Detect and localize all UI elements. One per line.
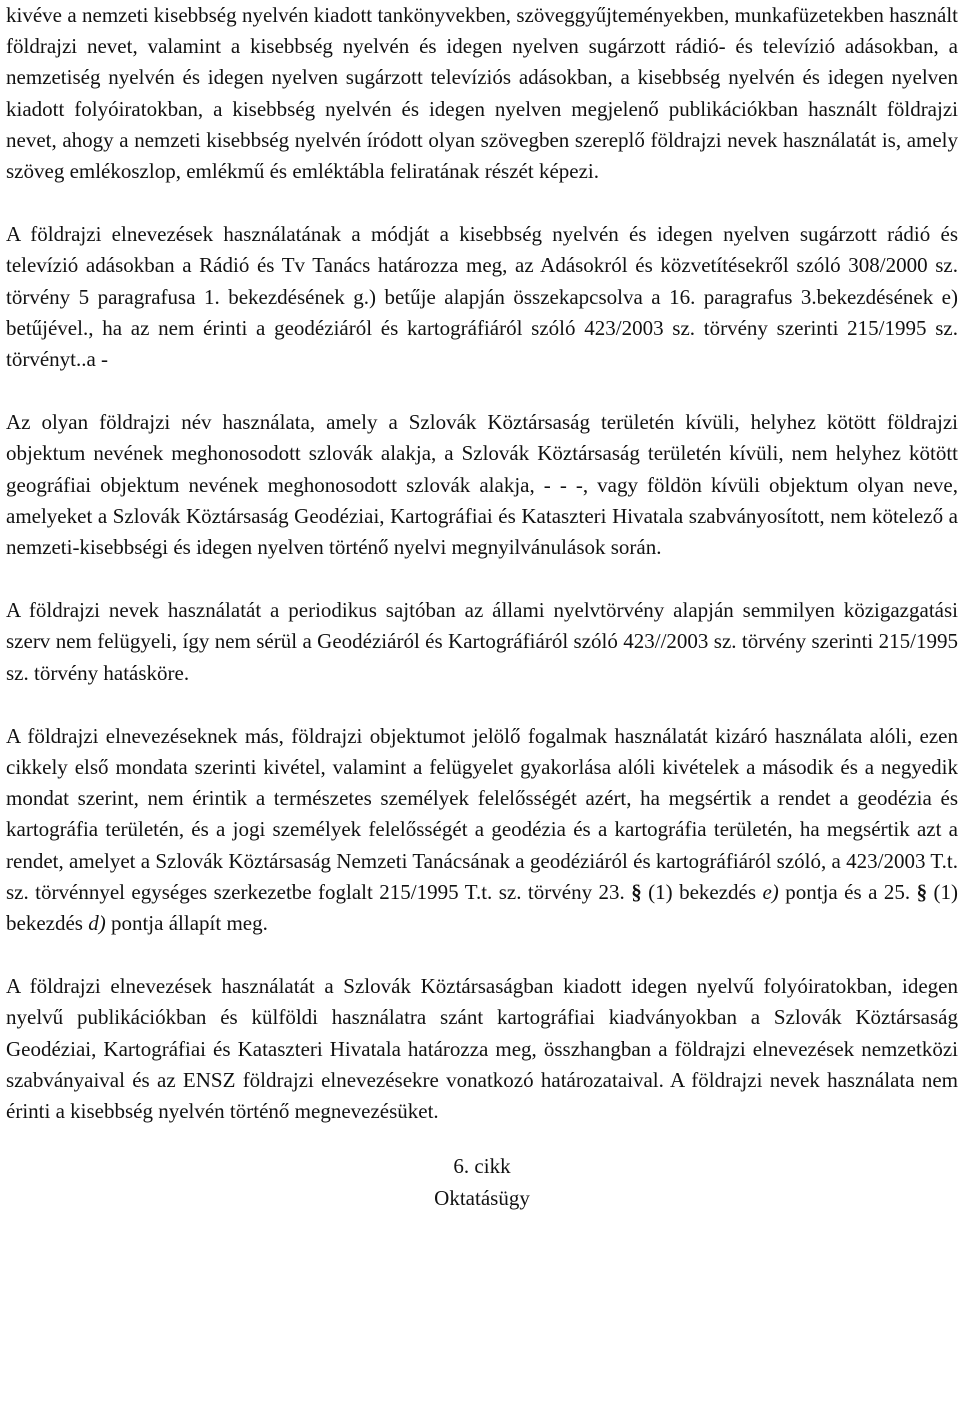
paragraph-2: A földrajzi elnevezések használatának a módját a kisebbség nyelvén és idegen nyelven sugárzott rádió és televízió adásokban a Rádió és Tv Tanács határozza meg, az Adásokról és közvetítésekről szóló 308/2000 sz. törvény 5 paragrafusa 1. bekezdésének g.) betűje alapján összekapcsolva a 16. paragrafus 3.bekezdésének e) betűjével., ha az nem érinti a geodéziáról és kartográfiáról szóló 423/2003 sz. törvény szerinti 215/1995 sz. törvényt..a - (6, 222, 958, 372)
paragraph-5-part-e: pontja állapít meg. (105, 911, 268, 936)
paragraph-gap (6, 563, 958, 595)
point-e-italic: e) (762, 879, 779, 904)
paragraph-5-part-a: A földrajzi elnevezéseknek más, földrajzi objektumot jelölő fogalmak használatát kizáró használata alóli, ezen cikkely első mondata szerinti kivétel, valamint a felügyelet gyakorlása alóli kivételek a második és a negyedik mondat szerint, nem érintik a természetes személyek felelősségét azért, ha megsértik a rendet a geodézia és kartográfia területén, és a jogi személyek felelősségét a geodézia és a kartográfia területén, ha megsértik azt a rendet, amelyet a Szlovák Köztársaság Nemzeti Tanácsának a geodéziáról és kartográfiáról szóló, a 423/2003 T.t. sz. törvénnyel egységes szerkezetbe foglalt 215/1995 T.t. sz. törvény 23. (6, 723, 958, 904)
paragraph-6: A földrajzi elnevezések használatát a Szlovák Köztársaságban kiadott idegen nyelvű folyóiratokban, idegen nyelvű publikációkban és külföldi használatra szánt kartográfiai kiadványokban a Szlovák Köztársaság Geodéziai, Kartográfiai és Kataszteri Hivatala határozza meg, összhangban a földrajzi elnevezések nemzetközi szabványaival és az ENSZ földrajzi elnevezésekre vonatkozó határozataival. A földrajzi nevek használata nem érinti a kisebbség nyelvén történő megnevezésüket. (6, 974, 958, 1124)
document-page (6, 0, 958, 1214)
paragraph-5-part-d: (1) bekezdés (6, 879, 958, 936)
section-sign: § (916, 879, 928, 904)
article-heading (6, 1151, 958, 1213)
paragraph-gap (6, 187, 958, 219)
paragraph-3: Az olyan földrajzi név használata, amely a Szlovák Köztársaság területén kívüli, helyhez kötött földrajzi objektum nevének meghonosodott szlovák alakja, a Szlovák Köztársaság területén kívüli, nem helyhez kötött geográfiai objektum nevének meghonosodott szlovák alakja, - - -, vagy földön kívüli objektum olyan neve, amelyeket a Szlovák Köztársaság Geodéziai, Kartográfiai és Kataszteri Hivatala szabványosított, nem kötelező a nemzeti-kisebbségi és idegen nyelven történő nyelvi megnyilvánulások során. (6, 410, 958, 560)
paragraph-4: A földrajzi nevek használatát a periodikus sajtóban az állami nyelvtörvény alapján semmilyen közigazgatási szerv nem felügyeli, így nem sérül a Geodéziáról és Kartográfiáról szóló 423//2003 sz. törvény szerinti 215/1995 sz. törvény hatásköre. (6, 598, 958, 685)
article-title: Oktatásügy (434, 1185, 530, 1210)
section-sign: § (631, 879, 642, 904)
paragraph-gap (6, 375, 958, 407)
paragraph-5 (6, 721, 958, 939)
paragraph-5-part-c: pontja és a 25. (778, 879, 917, 904)
paragraph-5-part-b: (1) bekezdés (641, 879, 763, 904)
paragraph-gap (6, 939, 958, 971)
paragraph-gap (6, 689, 958, 721)
article-number: 6. cikk (453, 1154, 511, 1179)
paragraph-1: kivéve a nemzeti kisebbség nyelvén kiadott tankönyvekben, szöveggyűjteményekben, munkafüzetekben használt földrajzi nevet, valamint a kisebbség nyelvén és idegen nyelven sugárzott rádió- és televízió adásokban, a nemzetiség nyelvén és idegen nyelven sugárzott televíziós adásokban, a kisebbség nyelvén és idegen nyelven kiadott folyóiratokban, a kisebbség nyelvén és idegen nyelven megjelenő publikációkban használt földrajzi nevet, ahogy a nemzeti kisebbség nyelvén íródott olyan szövegben szereplő földrajzi nevek használatát is, amely szöveg emlékoszlop, emlékmű és emléktábla feliratának részét képezi. (6, 3, 958, 184)
point-d-italic: d) (88, 911, 106, 936)
